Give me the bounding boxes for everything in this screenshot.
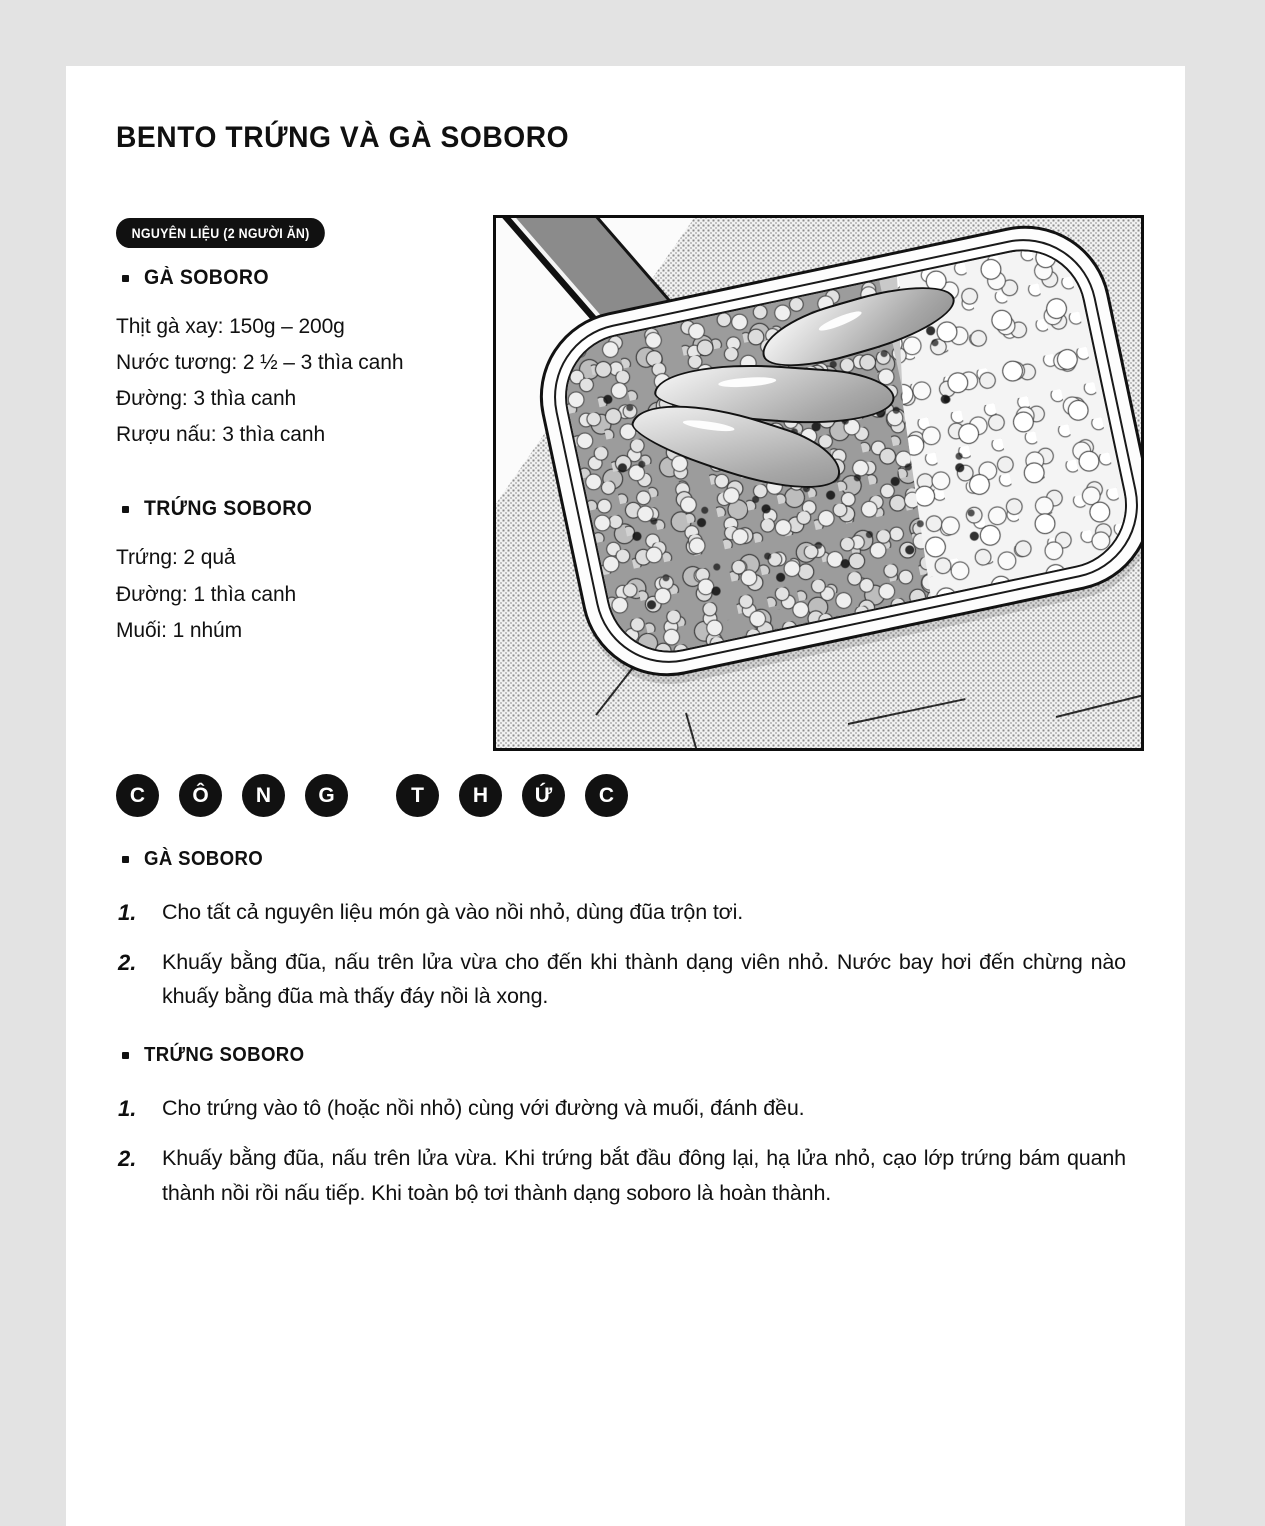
- bullet-icon: [122, 1052, 129, 1059]
- method-group-heading: [116, 848, 1126, 871]
- method-group-egg: [116, 1044, 1126, 1210]
- step-item: [116, 945, 1126, 1015]
- method-letter-circle: Ô: [179, 774, 222, 817]
- method-group-chicken: [116, 848, 1126, 1014]
- method-letter-circle: C: [116, 774, 159, 817]
- ingredient-line: Muối: 1 nhúm: [116, 618, 243, 642]
- ingredients-column: [116, 266, 516, 649]
- ingredient-group-label: GÀ SOBORO: [144, 266, 269, 289]
- bento-photo-frame: [493, 215, 1144, 751]
- table-seam-line: [1056, 687, 1144, 718]
- method-group-heading: [116, 1044, 1126, 1067]
- method-letter-circle: Ứ: [522, 774, 565, 817]
- ingredient-group-egg: [116, 497, 516, 648]
- step-number: 1.: [118, 900, 137, 925]
- ingredient-group-chicken: [116, 266, 516, 453]
- recipe-page: [66, 66, 1185, 1526]
- method-letter-circle: G: [305, 774, 348, 817]
- step-item: [116, 1141, 1126, 1211]
- method-letter-circle: H: [459, 774, 502, 817]
- ingredient-line: Thịt gà xay: 150g – 200g: [116, 315, 345, 338]
- method-heading: [116, 774, 648, 817]
- ingredient-group-heading: [116, 266, 516, 290]
- table-seam-line: [685, 713, 701, 751]
- ingredient-group-label: TRỨNG SOBORO: [144, 497, 313, 521]
- step-number: 2.: [118, 949, 137, 975]
- bullet-icon: [122, 506, 129, 513]
- method-letter-circle: T: [396, 774, 439, 817]
- pepper-highlight: [683, 418, 736, 433]
- step-number: 2.: [118, 1145, 137, 1171]
- step-text: Khuấy bằng đũa, nấu trên lửa vừa cho đến khi thành dạng viên nhỏ. Nước bay hơi đến chừng nào khuấy bằng đũa mà thấy đáy nồi là xong.: [162, 949, 1126, 1009]
- ingredient-line: Nước tương: 2 ½ – 3 thìa canh: [116, 351, 404, 375]
- step-item: [116, 895, 1126, 931]
- method-letter-circle: C: [585, 774, 628, 817]
- bento-illustration: [496, 218, 1141, 748]
- ingredient-line: Rượu nấu: 3 thìa canh: [116, 423, 326, 447]
- method-steps: [116, 848, 1126, 1225]
- ingredient-line: Đường: 3 thìa canh: [116, 387, 297, 411]
- step-item: [116, 1091, 1126, 1127]
- step-text: Cho tất cả nguyên liệu món gà vào nồi nhỏ, dùng đũa trộn tơi.: [162, 900, 744, 924]
- ingredients-badge: NGUYÊN LIỆU (2 NGƯỜI ĂN): [116, 218, 325, 248]
- step-text: Khuấy bằng đũa, nấu trên lửa vừa. Khi trứng bắt đầu đông lại, hạ lửa nhỏ, cạo lớp trứng bám quanh thành nồi rồi nấu tiếp. Khi toàn bộ tơi thành dạng soboro là hoàn thành.: [162, 1145, 1126, 1205]
- bullet-icon: [122, 856, 129, 863]
- step-number: 1.: [118, 1096, 137, 1122]
- page-title: BENTO TRỨNG VÀ GÀ SOBORO: [116, 121, 570, 154]
- table-seam-line: [848, 698, 966, 725]
- bullet-icon: [122, 275, 129, 282]
- ingredient-line: Trứng: 2 quả: [116, 546, 236, 570]
- step-text: Cho trứng vào tô (hoặc nồi nhỏ) cùng với đường và muối, đánh đều.: [162, 1096, 805, 1121]
- ingredient-group-heading: [116, 497, 516, 521]
- ingredient-line: Đường: 1 thìa canh: [116, 582, 297, 606]
- pepper-highlight: [718, 376, 776, 389]
- method-group-label: TRỨNG SOBORO: [144, 1044, 305, 1067]
- method-letter-circle: N: [242, 774, 285, 817]
- pepper-highlight: [817, 308, 863, 334]
- method-group-label: GÀ SOBORO: [144, 848, 264, 870]
